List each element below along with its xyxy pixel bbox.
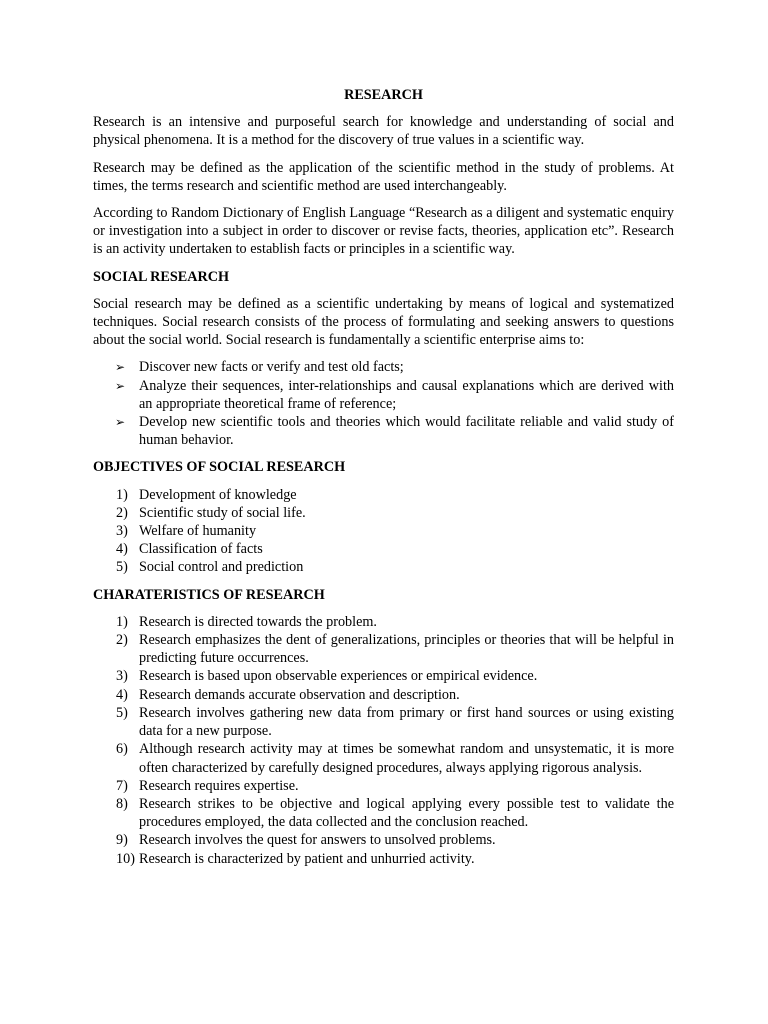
list-number: 6) bbox=[116, 741, 128, 758]
list-number: 2) bbox=[116, 504, 128, 521]
intro-paragraph-2: Research may be defined as the application of the scientific method in the study of problems. At times, the terms research and scientific method are used interchangeably. bbox=[93, 159, 674, 194]
document-page bbox=[93, 86, 674, 877]
arrow-bullet-icon: ➢ bbox=[115, 378, 126, 393]
list-item-text: Welfare of humanity bbox=[139, 523, 257, 540]
section-heading-social-research: SOCIAL RESEARCH bbox=[93, 268, 229, 285]
intro-paragraph-3: According to Random Dictionary of English Language “Research as a diligent and systematic enquiry or investigation into a subject in order to discover or revise facts, theories, application etc”. Research is an activity undertaken to establish facts or principles in a scientific way. bbox=[93, 205, 674, 258]
list-number: 4) bbox=[116, 686, 128, 703]
list-number: 5) bbox=[116, 704, 128, 721]
characteristics-list bbox=[93, 613, 674, 868]
list-number: 5) bbox=[116, 559, 128, 576]
list-item-text: Research demands accurate observation and description. bbox=[139, 686, 460, 703]
list-item bbox=[93, 413, 674, 449]
list-number: 9) bbox=[116, 832, 128, 849]
list-item bbox=[93, 795, 674, 831]
list-number: 1) bbox=[116, 613, 128, 630]
social-research-paragraph: Social research may be defined as a scientific undertaking by means of logical and systematized techniques. Social research consists of the process of formulating and seeking answers to questions about the social world. Social research is fundamentally a scientific enterprise aims to: bbox=[93, 295, 674, 349]
list-item bbox=[93, 486, 674, 504]
list-item-text: Research is directed towards the problem. bbox=[139, 613, 377, 630]
list-item-text: Research is characterized by patient and unhurried activity. bbox=[139, 850, 475, 867]
list-item bbox=[93, 504, 674, 522]
list-number: 1) bbox=[116, 486, 128, 503]
list-item-text: Social control and prediction bbox=[139, 559, 304, 576]
list-item bbox=[93, 631, 674, 667]
list-number: 2) bbox=[116, 632, 128, 649]
list-item bbox=[93, 377, 674, 413]
list-item bbox=[93, 613, 674, 631]
list-number: 8) bbox=[116, 795, 128, 812]
list-item bbox=[93, 831, 674, 849]
list-item-text: Research is based upon observable experiences or empirical evidence. bbox=[139, 668, 538, 685]
list-item bbox=[93, 686, 674, 704]
list-item-text: Analyze their sequences, inter-relationships and causal explanations which are derived with an appropriate theoretical frame of reference; bbox=[139, 377, 674, 412]
list-item-text: Research involves the quest for answers to unsolved problems. bbox=[139, 832, 496, 849]
social-research-aims-list bbox=[93, 358, 674, 449]
list-item bbox=[93, 540, 674, 558]
section-heading-characteristics: CHARATERISTICS OF RESEARCH bbox=[93, 586, 325, 603]
list-item-text: Scientific study of social life. bbox=[139, 504, 306, 521]
list-item bbox=[93, 850, 674, 868]
list-item bbox=[93, 558, 674, 576]
list-item-text: Research requires expertise. bbox=[139, 777, 299, 794]
list-number: 3) bbox=[116, 668, 128, 685]
list-item bbox=[93, 358, 674, 376]
list-item bbox=[93, 777, 674, 795]
objectives-list bbox=[93, 486, 674, 577]
list-item-text: Discover new facts or verify and test old facts; bbox=[139, 359, 404, 376]
list-item bbox=[93, 704, 674, 740]
list-item-text: Research strikes to be objective and logical applying every possible test to validate the procedures employed, the data collected and the conclusion reached. bbox=[139, 795, 674, 831]
list-item-text: Research emphasizes the dent of generalizations, principles or theories that will be helpful in predicting future occurrences. bbox=[139, 632, 674, 667]
list-item-text: Develop new scientific tools and theories which would facilitate reliable and valid study of human behavior. bbox=[139, 414, 674, 449]
list-item-text: Development of knowledge bbox=[139, 486, 297, 503]
list-item-text: Although research activity may at times be somewhat random and unsystematic, it is more often characterized by carefully designed procedures, always applying rigorous analysis. bbox=[139, 741, 674, 776]
list-number: 3) bbox=[116, 523, 128, 540]
intro-paragraph-1: Research is an intensive and purposeful search for knowledge and understanding of social and physical phenomena. It is a method for the discovery of true values in a scientific way. bbox=[93, 114, 674, 149]
list-item bbox=[93, 522, 674, 540]
list-item-text: Classification of facts bbox=[139, 541, 263, 558]
arrow-bullet-icon: ➢ bbox=[115, 415, 126, 430]
arrow-bullet-icon: ➢ bbox=[115, 360, 126, 375]
section-heading-objectives: OBJECTIVES OF SOCIAL RESEARCH bbox=[93, 459, 346, 476]
list-item bbox=[93, 667, 674, 685]
list-item-text: Research involves gathering new data from primary or first hand sources or using existing data for a new purpose. bbox=[139, 704, 674, 740]
list-number: 7) bbox=[116, 777, 128, 794]
list-number: 10) bbox=[116, 850, 135, 867]
list-number: 4) bbox=[116, 541, 128, 558]
list-item bbox=[93, 740, 674, 776]
page-title: RESEARCH bbox=[344, 87, 423, 103]
